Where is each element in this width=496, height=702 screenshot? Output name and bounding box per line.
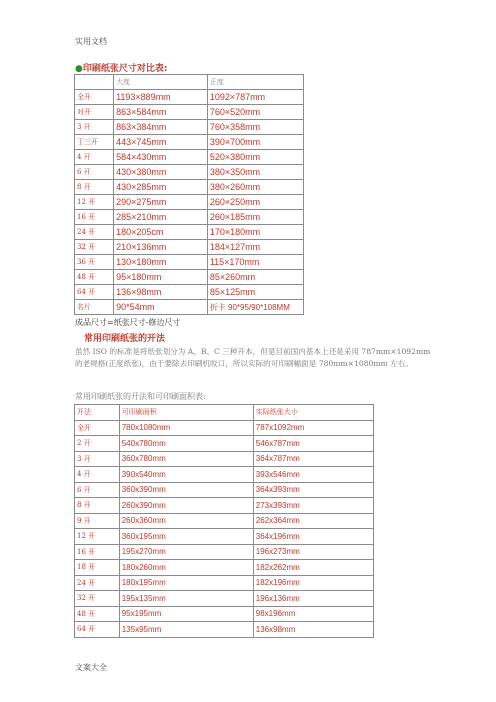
table-row <box>75 150 304 165</box>
table-cell: 名片 <box>75 300 114 315</box>
table-row <box>75 240 304 255</box>
table-cell: 360x195mm <box>119 529 253 545</box>
table-cell: 136x98mm <box>253 622 373 638</box>
table-row <box>75 436 374 452</box>
table-cell: 4 开 <box>75 150 114 165</box>
header-cell <box>75 75 114 90</box>
table-cell: 210×136mm <box>114 240 208 255</box>
table-row <box>75 135 304 150</box>
table-cell: 64 开 <box>75 285 114 300</box>
section-title-paper-size-comparison <box>75 61 167 74</box>
table-cell: 182x196mm <box>253 575 373 591</box>
table-cell: 98x196mm <box>253 606 373 622</box>
table-cell: 全开 <box>75 90 114 105</box>
header-cell: 大度 <box>114 75 208 90</box>
table-header-row <box>75 405 374 421</box>
table-row <box>75 225 304 240</box>
table-row <box>75 467 374 483</box>
page-footer: 文案大全 <box>75 663 107 672</box>
cut-table-intro: 常用印刷纸张的开法和可印刷面积表: <box>75 392 206 401</box>
table-cell: 对开 <box>75 105 114 120</box>
table-cell: 443×745mm <box>114 135 208 150</box>
table-cell: 182x262mm <box>253 560 373 576</box>
table-cell: 380×260mm <box>207 180 303 195</box>
table-row <box>75 210 304 225</box>
table-cell: 12 开 <box>75 195 114 210</box>
table-row <box>75 622 374 638</box>
table-cell: 8 开 <box>75 180 114 195</box>
table-cell: 360x390mm <box>119 482 253 498</box>
table-row <box>75 482 374 498</box>
table-cell: 136×98mm <box>114 285 208 300</box>
table-cell: 584×430mm <box>114 150 208 165</box>
table-cell: 135x95mm <box>119 622 253 638</box>
table-cell: 390x540mm <box>119 467 253 483</box>
table-row <box>75 180 304 195</box>
table-cell: 32 开 <box>75 240 114 255</box>
table-row <box>75 195 304 210</box>
table-row <box>75 90 304 105</box>
paper-size-comparison-table <box>74 74 304 315</box>
table-cell: 95x195mm <box>119 606 253 622</box>
table-cell: 16 开 <box>75 210 114 225</box>
table-cell: 184×127mm <box>207 240 303 255</box>
table-cell: 273x393mm <box>253 498 373 514</box>
printable-area-table <box>74 404 374 638</box>
table-cell: 364x787mm <box>253 451 373 467</box>
table-row <box>75 165 304 180</box>
table-cell: 364x393mm <box>253 482 373 498</box>
table-cell: 48 开 <box>75 270 114 285</box>
table-row <box>75 591 374 607</box>
table-cell: 180x260mm <box>119 560 253 576</box>
table-cell: 360x780mm <box>119 451 253 467</box>
table-cell: 12 开 <box>75 529 120 545</box>
table-cell: 130×180mm <box>114 255 208 270</box>
table-cell: 全开 <box>75 420 120 436</box>
iso-standard-paragraph: 虽然 ISO 的标准是将纸张划分为 A、B、C 三种开本，但是目前国内基本上还是采用 787mm×1092mm 的老规格(正度纸张)，由于要除去印刷机咬口，所以实际的可印刷幅面是 780mm×1080mm 左右。 <box>75 347 431 368</box>
table-cell: 546x787mm <box>253 436 373 452</box>
table-cell: 760×520mm <box>207 105 303 120</box>
header-cell: 可印刷面积 <box>119 405 253 421</box>
table-cell: 16 开 <box>75 544 120 560</box>
table-row <box>75 285 304 300</box>
table-cell: 115×170mm <box>207 255 303 270</box>
table-cell: 85×260mm <box>207 270 303 285</box>
table-cell: 8 开 <box>75 498 120 514</box>
section-title-common-cut-methods: 常用印刷纸张的开法 <box>84 334 166 344</box>
table-cell: 390×700mm <box>207 135 303 150</box>
header-cell: 实际纸张大小 <box>253 405 373 421</box>
table-cell: 24 开 <box>75 575 120 591</box>
table-cell: 196x136mm <box>253 591 373 607</box>
table-cell: 760×358mm <box>207 120 303 135</box>
header-cell: 开法 <box>75 405 120 421</box>
table-cell: 9 开 <box>75 513 120 529</box>
table-cell: 6 开 <box>75 482 120 498</box>
table-cell: 3 开 <box>75 120 114 135</box>
table-cell: 262x364mm <box>253 513 373 529</box>
table-cell: 195x135mm <box>119 591 253 607</box>
table-cell: 364x196mm <box>253 529 373 545</box>
table-row <box>75 451 374 467</box>
table-cell: 90*54mm <box>114 300 208 315</box>
table-cell: 260x390mm <box>119 498 253 514</box>
table-cell: 3 开 <box>75 451 120 467</box>
table-row <box>75 105 304 120</box>
table-cell: 430×380mm <box>114 165 208 180</box>
header-cell: 正度 <box>207 75 303 90</box>
table-row <box>75 270 304 285</box>
table-row <box>75 575 374 591</box>
table-cell: 863×584mm <box>114 105 208 120</box>
table-cell: 6 开 <box>75 165 114 180</box>
table-cell: 780x1080mm <box>119 420 253 436</box>
trim-size-note: 成品尺寸=纸张尺寸-修边尺寸 <box>75 318 181 327</box>
table-cell: 540x780mm <box>119 436 253 452</box>
table-row <box>75 513 374 529</box>
table-row <box>75 498 374 514</box>
table-cell: 380×350mm <box>207 165 303 180</box>
table-cell: 95×180mm <box>114 270 208 285</box>
table-cell: 863×384mm <box>114 120 208 135</box>
table-cell: 195x270mm <box>119 544 253 560</box>
table-cell: 260×250mm <box>207 195 303 210</box>
table-cell: 64 开 <box>75 622 120 638</box>
table-cell: 787x1092mm <box>253 420 373 436</box>
table-row <box>75 560 374 576</box>
table-cell: 丁三开 <box>75 135 114 150</box>
table-cell: 2 开 <box>75 436 120 452</box>
table-cell: 32 开 <box>75 591 120 607</box>
bullet-icon: ● <box>75 64 83 74</box>
table-cell: 折卡 90*95/90*108MM <box>207 300 303 315</box>
table-cell: 1092×787mm <box>207 90 303 105</box>
table-cell: 36 开 <box>75 255 114 270</box>
table-row <box>75 255 304 270</box>
table-cell: 85×125mm <box>207 285 303 300</box>
table-row <box>75 606 374 622</box>
table-cell: 290×275mm <box>114 195 208 210</box>
table-cell: 430×285mm <box>114 180 208 195</box>
table-cell: 4 开 <box>75 467 120 483</box>
table-cell: 48 开 <box>75 606 120 622</box>
table-cell: 196x273mm <box>253 544 373 560</box>
table-cell: 260×185mm <box>207 210 303 225</box>
table-cell: 180x195mm <box>119 575 253 591</box>
table-cell: 393x546mm <box>253 467 373 483</box>
table-header-row <box>75 75 304 90</box>
section-title-text: 印刷纸张尺寸对比表: <box>82 64 168 74</box>
table-row <box>75 544 374 560</box>
table-cell: 170×180mm <box>207 225 303 240</box>
table-cell: 18 开 <box>75 560 120 576</box>
table-row <box>75 120 304 135</box>
table-cell: 24 开 <box>75 225 114 240</box>
page-header: 实用文档 <box>75 37 107 46</box>
table-cell: 520×380mm <box>207 150 303 165</box>
table-row <box>75 300 304 315</box>
table-cell: 1193×889mm <box>114 90 208 105</box>
table-cell: 180×205cm <box>114 225 208 240</box>
table-cell: 260x360mm <box>119 513 253 529</box>
table-row <box>75 420 374 436</box>
table-cell: 285×210mm <box>114 210 208 225</box>
table-row <box>75 529 374 545</box>
